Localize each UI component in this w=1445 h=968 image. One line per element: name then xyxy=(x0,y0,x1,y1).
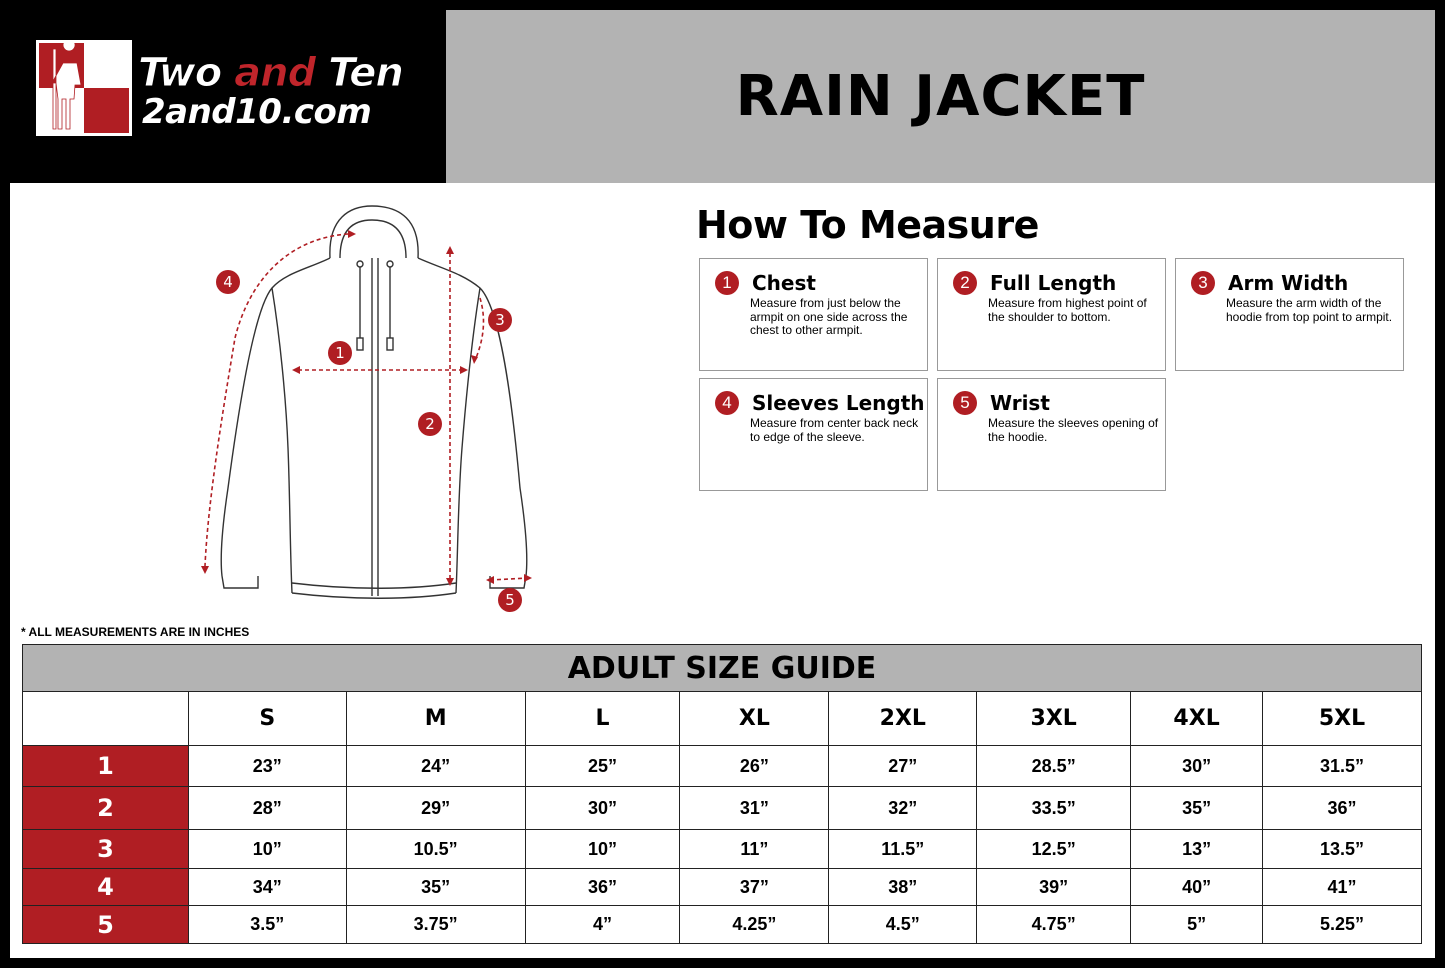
table-cell: 26” xyxy=(680,746,829,787)
diagram-label-3: 3 xyxy=(495,311,505,329)
measure-description: Measure from center back neck to edge of the sleeve. xyxy=(750,416,919,444)
logo-url: 2and10.com xyxy=(142,92,372,132)
measure-card-chest xyxy=(699,258,928,371)
table-cell: 40” xyxy=(1131,869,1263,906)
size-header: M xyxy=(346,692,525,746)
table-cell: 4.25” xyxy=(680,906,829,944)
table-cell: 27” xyxy=(829,746,977,787)
table-cell: 4” xyxy=(525,906,680,944)
table-cell: 36” xyxy=(525,869,680,906)
table-cell: 11” xyxy=(680,830,829,869)
logo-wordmark: Two and Ten xyxy=(138,50,403,96)
diagram-label-4: 4 xyxy=(223,273,233,291)
measure-title: Chest xyxy=(752,271,816,295)
table-cell: 41” xyxy=(1263,869,1422,906)
table-cell: 10” xyxy=(188,830,346,869)
table-cell: 29” xyxy=(346,787,525,830)
table-cell: 39” xyxy=(977,869,1131,906)
table-cell: 5.25” xyxy=(1263,906,1422,944)
measure-title: Full Length xyxy=(990,271,1117,295)
size-header: XL xyxy=(680,692,829,746)
row-label: 4 xyxy=(23,869,189,906)
measure-card-arm-width xyxy=(1175,258,1404,371)
table-cell: 23” xyxy=(188,746,346,787)
size-guide-table xyxy=(22,644,1422,944)
measure-title: Sleeves Length xyxy=(752,391,925,415)
title-bar xyxy=(446,10,1435,183)
jacket-diagram xyxy=(200,198,540,618)
size-header: 4XL xyxy=(1131,692,1263,746)
badge-2: 2 xyxy=(953,271,977,295)
table-cell: 31.5” xyxy=(1263,746,1422,787)
table-cell: 28” xyxy=(188,787,346,830)
figure-silhouette-icon xyxy=(39,43,129,133)
table-cell: 35” xyxy=(346,869,525,906)
badge-1: 1 xyxy=(715,271,739,295)
measure-description: Measure from just below the armpit on one side across the chest to other armpit. xyxy=(750,296,908,337)
measure-card-wrist xyxy=(937,378,1166,491)
table-cell: 35” xyxy=(1131,787,1263,830)
table-cell: 34” xyxy=(188,869,346,906)
table-cell: 30” xyxy=(525,787,680,830)
logo-emblem xyxy=(36,40,132,136)
diagram-label-5: 5 xyxy=(505,591,515,609)
badge-4: 4 xyxy=(715,391,739,415)
table-cell: 4.5” xyxy=(829,906,977,944)
table-cell: 24” xyxy=(346,746,525,787)
diagram-label-1: 1 xyxy=(335,344,345,362)
measurement-note: * ALL MEASUREMENTS ARE IN INCHES xyxy=(21,625,250,639)
row-label: 3 xyxy=(23,830,189,869)
table-row xyxy=(23,830,1422,869)
size-guide-title: ADULT SIZE GUIDE xyxy=(23,645,1422,692)
size-header: S xyxy=(188,692,346,746)
page-title: RAIN JACKET xyxy=(735,64,1146,129)
table-cell: 11.5” xyxy=(829,830,977,869)
size-header: 5XL xyxy=(1263,692,1422,746)
table-cell: 13” xyxy=(1131,830,1263,869)
measure-description: Measure the sleeves opening of the hoodie. xyxy=(988,416,1159,444)
measure-description: Measure from highest point of the shoulder to bottom. xyxy=(988,296,1147,324)
corner-cell xyxy=(23,692,189,746)
table-cell: 37” xyxy=(680,869,829,906)
table-row xyxy=(23,746,1422,787)
table-cell: 13.5” xyxy=(1263,830,1422,869)
content-panel xyxy=(10,183,1435,958)
how-to-measure-heading: How To Measure xyxy=(696,203,1039,247)
table-cell: 3.5” xyxy=(188,906,346,944)
row-label: 1 xyxy=(23,746,189,787)
badge-5: 5 xyxy=(953,391,977,415)
measure-card-sleeves-length xyxy=(699,378,928,491)
table-cell: 4.75” xyxy=(977,906,1131,944)
logo-area xyxy=(0,0,446,183)
size-header-row xyxy=(23,692,1422,746)
table-row xyxy=(23,869,1422,906)
table-cell: 38” xyxy=(829,869,977,906)
table-cell: 28.5” xyxy=(977,746,1131,787)
table-row xyxy=(23,787,1422,830)
row-label: 2 xyxy=(23,787,189,830)
badge-3: 3 xyxy=(1191,271,1215,295)
table-cell: 5” xyxy=(1131,906,1263,944)
table-cell: 30” xyxy=(1131,746,1263,787)
table-cell: 10” xyxy=(525,830,680,869)
size-header: 2XL xyxy=(829,692,977,746)
size-header: 3XL xyxy=(977,692,1131,746)
measure-title: Wrist xyxy=(990,391,1050,415)
measure-title: Arm Width xyxy=(1228,271,1349,295)
measure-card-full-length xyxy=(937,258,1166,371)
table-cell: 25” xyxy=(525,746,680,787)
table-cell: 12.5” xyxy=(977,830,1131,869)
table-cell: 31” xyxy=(680,787,829,830)
table-cell: 33.5” xyxy=(977,787,1131,830)
diagram-badges xyxy=(216,270,522,612)
table-cell: 3.75” xyxy=(346,906,525,944)
size-header: L xyxy=(525,692,680,746)
row-label: 5 xyxy=(23,906,189,944)
table-cell: 36” xyxy=(1263,787,1422,830)
table-cell: 32” xyxy=(829,787,977,830)
table-row xyxy=(23,906,1422,944)
diagram-label-2: 2 xyxy=(425,415,435,433)
measure-description: Measure the arm width of the hoodie from top point to armpit. xyxy=(1226,296,1393,324)
table-cell: 10.5” xyxy=(346,830,525,869)
